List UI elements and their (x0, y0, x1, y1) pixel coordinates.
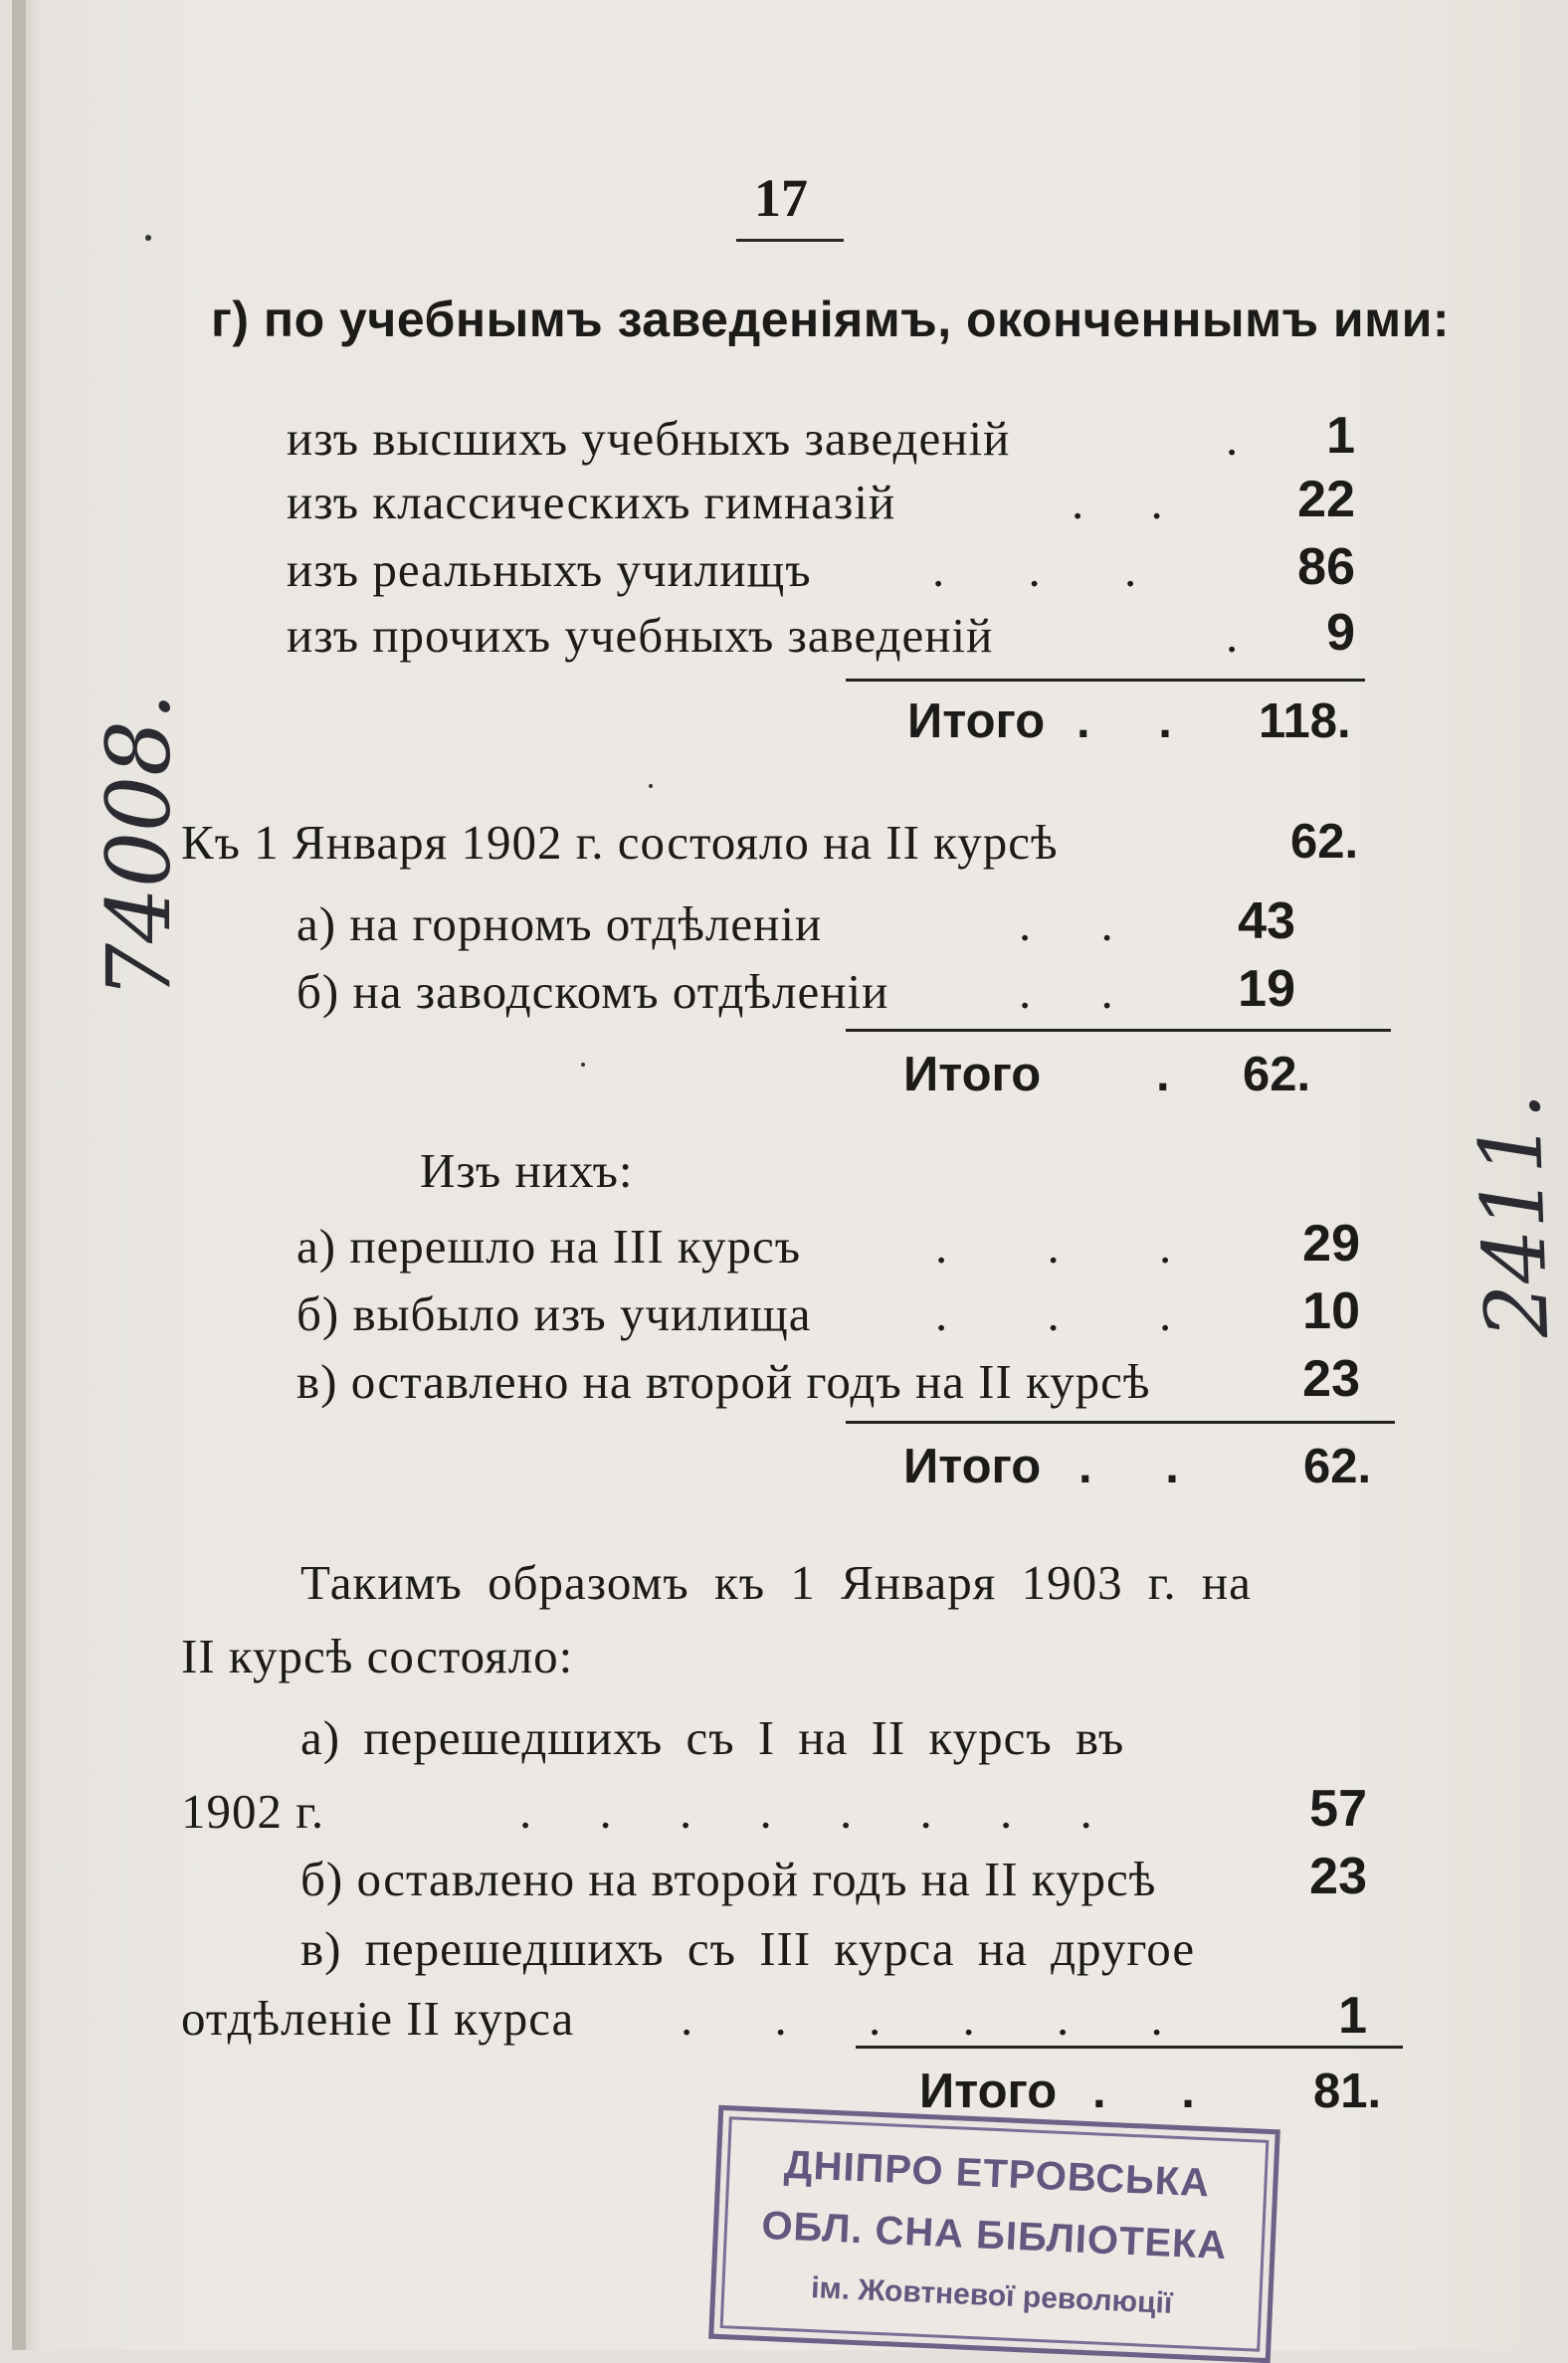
jan1903-a-dots: . . . . . . . . (519, 1784, 1092, 1839)
schools-total-rule (846, 679, 1365, 682)
page-number-underline (736, 239, 844, 242)
of-them-total-value: 62. (1303, 1440, 1372, 1493)
jan1902-row-2-label: б) на заводскомъ отдѣленіи (296, 964, 889, 1019)
schools-total-value: 118. (1259, 694, 1351, 748)
of-them-total-label: Итого (903, 1440, 1042, 1493)
of-them-row-2-value: 10 (1302, 1282, 1360, 1340)
handwritten-inventory-number: 74008. (88, 692, 190, 999)
of-them-row-2-label: б) выбыло изъ училища (296, 1286, 812, 1341)
schools-row-3-value: 86 (1297, 538, 1355, 596)
schools-row-4-label: изъ прочихъ учебныхъ заведеній (287, 608, 994, 663)
schools-row-2-dots: . . (1072, 475, 1163, 529)
jan1903-c-line-1: в) перешедшихъ съ III курса на другое (300, 1921, 1196, 1976)
jan1902-row-2-dots: . . (1019, 964, 1113, 1019)
stamp-line-1: ДНІПРО ЕТРОВСЬКА (783, 2142, 1212, 2206)
jan1903-a-line-2: 1902 г. (181, 1784, 325, 1839)
jan1902-intro: Къ 1 Января 1902 г. состояло на II курсѣ (181, 815, 1059, 870)
of-them-row-1-value: 29 (1302, 1215, 1360, 1273)
jan1903-total-dots: . . (1092, 2065, 1195, 2118)
stamp-line-3: ім. Жовтневої революції (810, 2271, 1174, 2320)
schools-row-1-value: 1 (1326, 407, 1355, 465)
jan1902-total-dots: . (1156, 1048, 1170, 1101)
ink-speck (649, 784, 653, 788)
schools-row-3-label: изъ реальныхъ училищъ (287, 542, 812, 597)
of-them-row-1-dots: . . . (935, 1219, 1172, 1274)
schools-row-2-label: изъ классическихъ гимназій (287, 475, 896, 529)
jan1902-row-2-value: 19 (1238, 960, 1295, 1018)
of-them-intro: Изъ нихъ: (420, 1143, 634, 1198)
ink-speck (581, 1063, 585, 1067)
jan1903-b-label: б) оставлено на второй годъ на II курсѣ (300, 1852, 1157, 1906)
schools-row-4-value: 9 (1326, 604, 1355, 662)
document-page (12, 0, 1568, 2350)
jan1903-total-rule (856, 2046, 1403, 2049)
schools-row-3-dots: . . . (932, 542, 1137, 597)
of-them-total-dots: . . (1078, 1440, 1179, 1493)
ink-speck (145, 235, 151, 241)
jan1902-row-1-value: 43 (1238, 892, 1295, 950)
jan1903-a-line-1: а) перешедшихъ съ I на II курсъ въ (300, 1710, 1125, 1765)
jan1903-total-label: Итого (919, 2065, 1058, 2118)
jan1902-total-value: 62. (1243, 1048, 1311, 1101)
jan1902-total-rule (846, 1029, 1391, 1032)
jan1902-row-1-label: а) на горномъ отдѣленіи (296, 896, 823, 951)
schools-total-dots: . . (1077, 694, 1172, 748)
schools-row-2-value: 22 (1297, 471, 1355, 528)
of-them-row-2-dots: . . . (935, 1286, 1172, 1341)
jan1903-c-line-2: отдѣленіе II курса (181, 1991, 575, 2046)
page-number: 17 (754, 168, 808, 228)
of-them-row-3-label: в) оставлено на второй годъ на II курсѣ (296, 1354, 1151, 1409)
stamp-line-2: ОБЛ. СНА БІБЛІОТЕКА (760, 2203, 1229, 2268)
jan1903-c-dots: . . . . . . (681, 1991, 1163, 2046)
jan1903-para-line-2: II курсѣ состояло: (181, 1629, 574, 1683)
of-them-row-1-label: а) перешло на III курсъ (296, 1219, 802, 1274)
jan1903-c-value: 1 (1338, 1987, 1367, 2045)
schools-total-label: Итого (907, 694, 1046, 748)
jan1903-a-value: 57 (1309, 1780, 1367, 1838)
jan1902-intro-value: 62. (1290, 815, 1359, 869)
handwritten-shelf-number: 2411. (1460, 1091, 1568, 1340)
jan1903-b-value: 23 (1309, 1848, 1367, 1905)
jan1903-para-line-1: Такимъ образомъ къ 1 Января 1903 г. на (300, 1555, 1252, 1610)
jan1902-total-label: Итого (903, 1048, 1042, 1101)
jan1903-total-value: 81. (1313, 2065, 1382, 2118)
library-stamp (708, 2105, 1280, 2363)
book-spine-shadow (12, 0, 26, 2350)
schools-row-1-label: изъ высшихъ учебныхъ заведеній (287, 411, 1011, 466)
of-them-row-3-value: 23 (1302, 1350, 1360, 1408)
section-heading: г) по учебнымъ заведеніямъ, оконченнымъ ими: (211, 292, 1451, 347)
jan1902-row-1-dots: . . (1019, 896, 1113, 951)
schools-row-4-dots: . (1226, 608, 1239, 663)
schools-row-1-dots: . (1226, 411, 1239, 466)
of-them-total-rule (846, 1421, 1395, 1424)
